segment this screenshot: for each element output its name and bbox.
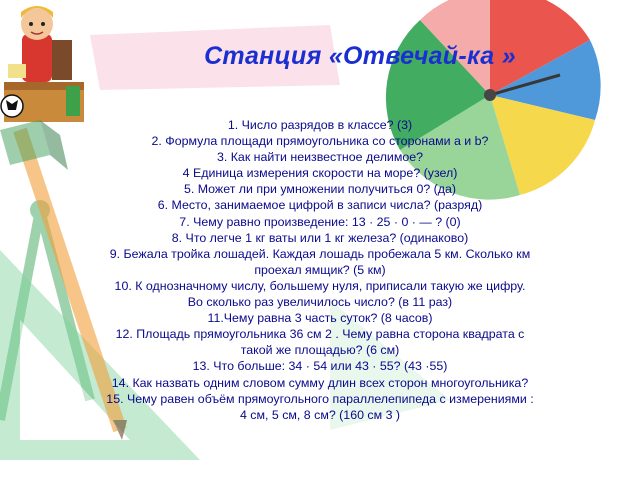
slide-title: Станция «Отвечай-ка » xyxy=(204,42,516,70)
question-line: 12. Площадь прямоугольника 36 см 2 . Чему равна сторона квадрата с xyxy=(115,327,525,342)
question-line: 13. Что больше: 34 · 54 или 43 · 55? (43 ·55) xyxy=(192,359,448,374)
question-line: 4 Единица измерения скорости на море? (узел) xyxy=(182,166,458,181)
question-line: 9. Бежала тройка лошадей. Каждая лошадь пробежала 5 км. Сколько км xyxy=(109,246,531,261)
question-line: 3. Как найти неизвестное делимое? xyxy=(216,150,424,165)
question-line: 15. Чему равен объём прямоугольного параллелепипеда с измерениями : xyxy=(106,391,534,406)
question-line: 4 см, 5 см, 8 см? (160 см 3 ) xyxy=(239,407,401,422)
question-line: 11.Чему равна 3 часть суток? (8 часов) xyxy=(207,311,433,326)
question-line: 2. Формула площади прямоугольника со сторонами а и b? xyxy=(151,134,489,149)
question-line: проехал ямщик? (5 км) xyxy=(254,262,386,277)
question-line: 6. Место, занимаемое цифрой в записи числа? (разряд) xyxy=(157,198,483,213)
question-line: Во сколько раз увеличилось число? (в 11 раз) xyxy=(187,295,453,310)
schoolboy-at-desk-icon xyxy=(1,6,84,122)
question-line: такой же площадью? (6 см) xyxy=(240,343,400,358)
question-line: 14. Как назвать одним словом сумму длин всех сторон многоугольника? xyxy=(111,375,529,390)
question-line: 10. К однозначному числу, большему нуля, приписали такую же цифру. xyxy=(114,278,526,293)
question-line: 1. Число разрядов в классе? (3) xyxy=(227,118,413,132)
question-line: 8. Что легче 1 кг ваты или 1 кг железа? (одинаково) xyxy=(171,230,469,245)
question-line: 7. Чему равно произведение: 13 · 25 · 0 · — ? (0) xyxy=(179,214,461,229)
question-line: 5. Может ли при умножении получиться 0? (да) xyxy=(183,182,457,197)
question-list xyxy=(0,117,640,423)
